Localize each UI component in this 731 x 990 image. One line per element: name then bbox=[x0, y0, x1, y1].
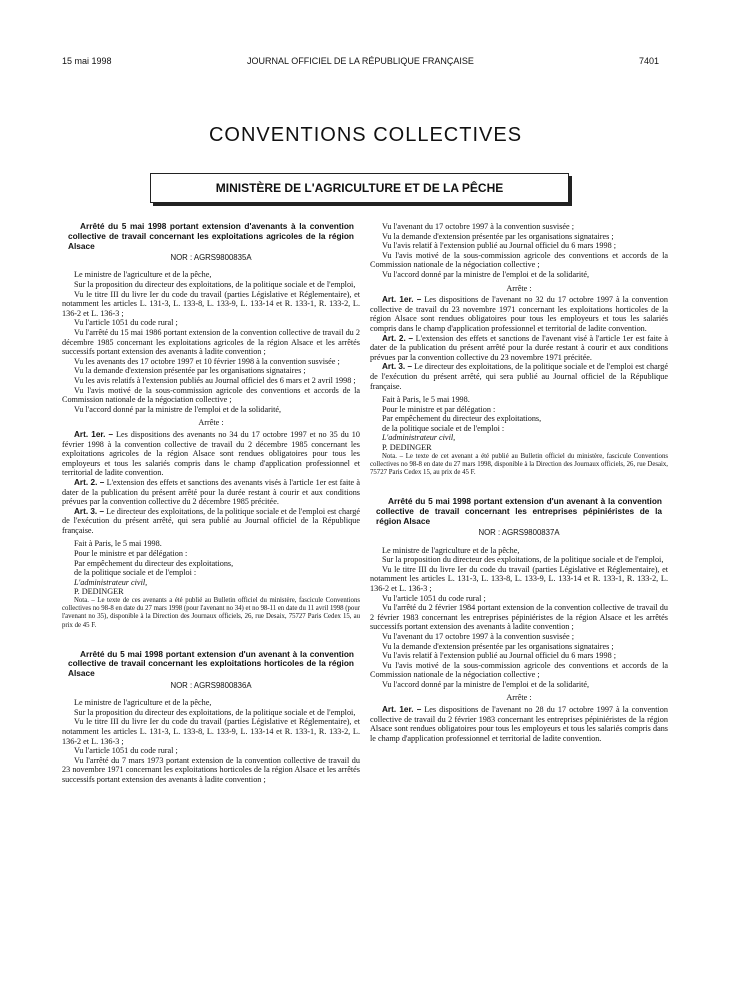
arrete1-p1: Le ministre de l'agriculture et de la pêche, bbox=[74, 270, 212, 280]
arrete1-title: Arrêté du 5 mai 1998 portant extension d'avenants à la convention collective de travail concernant les exploitations agricoles de la région Alsace bbox=[68, 221, 354, 251]
arrete1-p8: Vu les avis relatifs à l'extension publiés au Journal officiel des 6 mars et 2 avril 1998 ; bbox=[74, 375, 356, 385]
arrete3-p10: Vu l'accord donné par la ministre de l'emploi et de la solidarité, bbox=[382, 679, 590, 689]
arrete2-art3-text: Le directeur des exploitations, de la politique sociale et de l'emploi est chargé de l'exécution du présent arrêté, qui sera publié au Journal officiel de la République française. bbox=[370, 362, 669, 391]
ministry-heading: MINISTÈRE DE L'AGRICULTURE ET DE LA PÊCHE bbox=[150, 173, 569, 203]
arrete2-art1-label: Art. 1er. – bbox=[382, 295, 422, 305]
arrete2-sig1: Pour le ministre et par délégation : bbox=[382, 404, 496, 414]
arrete1-p5: Vu l'arrêté du 15 mai 1986 portant extension de la convention collective de travail du 2 décembre 1985 concernant les exploitations agricoles de la région Alsace et les arrêtés successifs portant extension des avenants à ladite convention ; bbox=[62, 328, 360, 357]
arrete3-art1-label: Art. 1er. – bbox=[382, 705, 422, 715]
arrete1-art2 bbox=[62, 478, 360, 507]
arrete2-nor: NOR : AGRS9800836A bbox=[170, 681, 252, 691]
header-page-number: 7401 bbox=[638, 56, 659, 66]
arrete2-sig5: P. DEDINGER bbox=[382, 443, 432, 453]
arrete3-nor: NOR : AGRS9800837A bbox=[478, 528, 560, 538]
arrete1-p2: Sur la proposition du directeur des exploitations, de la politique sociale et de l'emploi, bbox=[74, 280, 356, 290]
arrete1-p3: Vu le titre III du livre Ier du code du travail (parties Législative et Réglementaire), et notamment les articles L. 131-3, L. 133-8, L. 133-9, L. 133-14 et R. 133-1, R. 133-2, L. 136-2 et L. 136-3 ; bbox=[62, 289, 360, 318]
arrete2-sig4: L'administrateur civil, bbox=[382, 433, 456, 443]
arrete2-art1 bbox=[370, 295, 668, 333]
arrete2-art2-label: Art. 2. – bbox=[382, 333, 414, 343]
arrete2-p5: Vu l'arrêté du 7 mars 1973 portant extension de la convention collective de travail du 23 novembre 1971 concernant les exploitations horticoles de la région Alsace et les arrêtés successifs portant extension des avenants à ladite convention ; bbox=[62, 755, 360, 784]
arrete1-sig4: L'administrateur civil, bbox=[74, 577, 148, 587]
arrete2-p7: Vu la demande d'extension présentée par les organisations signataires ; bbox=[382, 231, 614, 241]
arrete1-sig1: Pour le ministre et par délégation : bbox=[74, 549, 188, 559]
arrete1-art3-label: Art. 3. – bbox=[74, 506, 105, 516]
arrete2-sig3: de la politique sociale et de l'emploi : bbox=[382, 423, 505, 433]
arrete1-sig2: Par empêchement du directeur des exploitations, bbox=[74, 558, 234, 568]
arrete2-art1-text: Les dispositions de l'avenant no 32 du 17 octobre 1997 à la convention collective de travail du 23 novembre 1971 concernant les exploitations horticoles de la région Alsace sont rendues obligatoires pour tous les employeurs et tous les salariés compris dans le champ d'application professionnel et territorial de ladite convention. bbox=[370, 295, 668, 333]
arrete1-art2-text: L'extension des effets et sanctions des avenants visés à l'article 1er est faite à dater de la publication du présent arrêté pour la durée restant à courir et aux conditions prévues par la convention collective du 2 décembre 1985 précitée. bbox=[62, 477, 360, 507]
arrete1-p7: Vu la demande d'extension présentée par les organisations signataires ; bbox=[74, 366, 306, 376]
left-column bbox=[62, 222, 360, 784]
page-title: CONVENTIONS COLLECTIVES bbox=[208, 124, 523, 146]
arrete3-p1: Le ministre de l'agriculture et de la pêche, bbox=[382, 545, 520, 555]
arrete1-art1-text: Les dispositions des avenants no 34 du 17 octobre 1997 et no 35 du 10 février 1998 à la convention collective de travail du 2 décembre 1985 concernant les exploitations agricoles de la région Alsace sont rendues obligatoires pour tous les employeurs et tous les salariés compris dans le champ d'application professionnel et territorial de ladite convention. bbox=[62, 429, 360, 478]
arrete3-title: Arrêté du 5 mai 1998 portant extension d'un avenant à la convention collective de travail concernant les entreprises pépiniéristes de la région Alsace bbox=[376, 496, 662, 526]
arrete2-art2 bbox=[370, 334, 668, 363]
arrete2-title: Arrêté du 5 mai 1998 portant extension d'un avenant à la convention collective de travail concernant les exploitations horticoles de la région Alsace bbox=[68, 648, 354, 679]
arrete1-arrete: Arrête : bbox=[198, 418, 224, 428]
arrete1-p9: Vu l'avis motivé de la sous-commission agricole des conventions et accords de la Commission nationale de la négociation collective ; bbox=[62, 385, 360, 405]
arrete3-p6: Vu l'avenant du 17 octobre 1997 à la convention susvisée ; bbox=[382, 631, 574, 641]
arrete1-nor: NOR : AGRS9800835A bbox=[170, 253, 252, 263]
header-journal: JOURNAL OFFICIEL DE LA RÉPUBLIQUE FRANÇAISE bbox=[247, 56, 474, 66]
arrete1-art1 bbox=[62, 430, 360, 478]
arrete3-p2: Sur la proposition du directeur des exploitations, de la politique sociale et de l'emploi, bbox=[382, 555, 664, 565]
arrete2-p1: Le ministre de l'agriculture et de la pêche, bbox=[74, 698, 212, 708]
arrete1-art1-label: Art. 1er. – bbox=[74, 429, 114, 439]
arrete3-p7: Vu la demande d'extension présentée par les organisations signataires ; bbox=[382, 641, 614, 651]
arrete2-fait: Fait à Paris, le 5 mai 1998. bbox=[382, 395, 470, 405]
arrete2-arrete: Arrête : bbox=[506, 283, 532, 293]
arrete1-fait: Fait à Paris, le 5 mai 1998. bbox=[74, 539, 162, 549]
arrete2-art3-label: Art. 3. – bbox=[382, 362, 413, 372]
arrete1-sig5: P. DEDINGER bbox=[74, 587, 124, 597]
page-header bbox=[62, 56, 659, 70]
arrete1-art2-label: Art. 2. – bbox=[74, 477, 105, 487]
arrete3-art1-text: Les dispositions de l'avenant no 28 du 17 octobre 1997 à la convention collective de travail du 2 février 1983 concernant les entreprises pépiniéristes de la région Alsace sont rendues obligatoires pour tous les employeurs et tous les salariés compris dans le champ d'application professionnel et territorial de ladite convention. bbox=[370, 705, 668, 743]
arrete2-p6: Vu l'avenant du 17 octobre 1997 à la convention susvisée ; bbox=[382, 222, 574, 231]
arrete2-p8: Vu l'avis relatif à l'extension publié au Journal officiel du 6 mars 1998 ; bbox=[382, 241, 617, 251]
arrete3-p9: Vu l'avis motivé de la sous-commission agricole des conventions et accords de la Commission nationale de la négociation collective ; bbox=[370, 660, 668, 680]
arrete1-note: Nota. – Le texte de ces avenants a été publié au Bulletin officiel du ministère, fascicule Conventions collectives no 98-8 en date du 27 mars 1998 (pour l'avenant no 34) et no 98-11 en date du 11 avril 1998 (pour l'avenant no 35), disponible à la Direction des Journaux officiels, 26, rue Desaix, 75727 Paris Cedex 15, au prix de 45 F. bbox=[62, 597, 360, 629]
arrete1-sig3: de la politique sociale et de l'emploi : bbox=[74, 568, 197, 578]
arrete2-art2-text: L'extension des effets et sanctions de l'avenant visé à l'article 1er est faite à dater de la publication du présent arrêté pour la durée restant à courir et aux conditions prévues par la convention collective du 23 novembre 1971 précitée. bbox=[370, 333, 668, 362]
arrete2-p2: Sur la proposition du directeur des exploitations, de la politique sociale et de l'emploi, bbox=[74, 707, 356, 717]
header-date: 15 mai 1998 bbox=[62, 56, 112, 66]
arrete1-p6: Vu les avenants des 17 octobre 1997 et 10 février 1998 à la convention susvisée ; bbox=[74, 356, 340, 366]
arrete2-p4: Vu l'article 1051 du code rural ; bbox=[74, 746, 178, 756]
arrete2-p9: Vu l'avis motivé de la sous-commission agricole des conventions et accords de la Commission nationale de la négociation collective ; bbox=[370, 250, 668, 270]
arrete3-p3: Vu le titre III du livre Ier du code du travail (parties Législative et Réglementaire), et notamment les articles L. 131-3, L. 133-8, L. 133-9, L. 133-14 et R. 133-1, R. 133-2, L. 136-2 et L. 136-3 ; bbox=[370, 564, 668, 593]
arrete2-note: Nota. – Le texte de cet avenant a été publié au Bulletin officiel du ministère, fascicule Conventions collectives no 98-8 en date du 27 mars 1998, disponible à la Direction des Journaux officiels, 26, rue Desaix, 75727 Paris Cedex 15, au prix de 45 F. bbox=[370, 452, 668, 476]
arrete3-art1 bbox=[370, 705, 668, 743]
arrete1-p4: Vu l'article 1051 du code rural ; bbox=[74, 318, 178, 328]
arrete3-p8: Vu l'avis relatif à l'extension publié au Journal officiel du 6 mars 1998 ; bbox=[382, 651, 617, 661]
arrete2-sig2: Par empêchement du directeur des exploitations, bbox=[382, 414, 542, 424]
arrete1-art3 bbox=[62, 507, 360, 536]
arrete3-arrete: Arrête : bbox=[506, 693, 532, 703]
arrete1-p10: Vu l'accord donné par la ministre de l'emploi et de la solidarité, bbox=[74, 404, 282, 414]
right-column bbox=[370, 222, 668, 743]
arrete3-p5: Vu l'arrêté du 2 février 1984 portant extension de la convention collective de travail du 2 février 1983 concernant les entreprises pépiniéristes de la région Alsace et les arrêtés successifs portant extension des avenants à ladite convention ; bbox=[370, 603, 668, 632]
arrete2-p10: Vu l'accord donné par la ministre de l'emploi et de la solidarité, bbox=[382, 269, 590, 279]
arrete2-p3: Vu le titre III du livre Ier du code du travail (parties Législative et Réglementaire), et notamment les articles L. 131-3, L. 133-8, L. 133-9, L. 133-14 et R. 133-1, R. 133-2, L. 136-2 et L. 136-3 ; bbox=[62, 717, 360, 746]
arrete3-p4: Vu l'article 1051 du code rural ; bbox=[382, 593, 486, 603]
arrete2-art3 bbox=[370, 362, 668, 391]
arrete1-art3-text: Le directeur des exploitations, de la politique sociale et de l'emploi est chargé de l'exécution du présent arrêté, qui sera publié au Journal officiel de la République française. bbox=[62, 506, 361, 535]
